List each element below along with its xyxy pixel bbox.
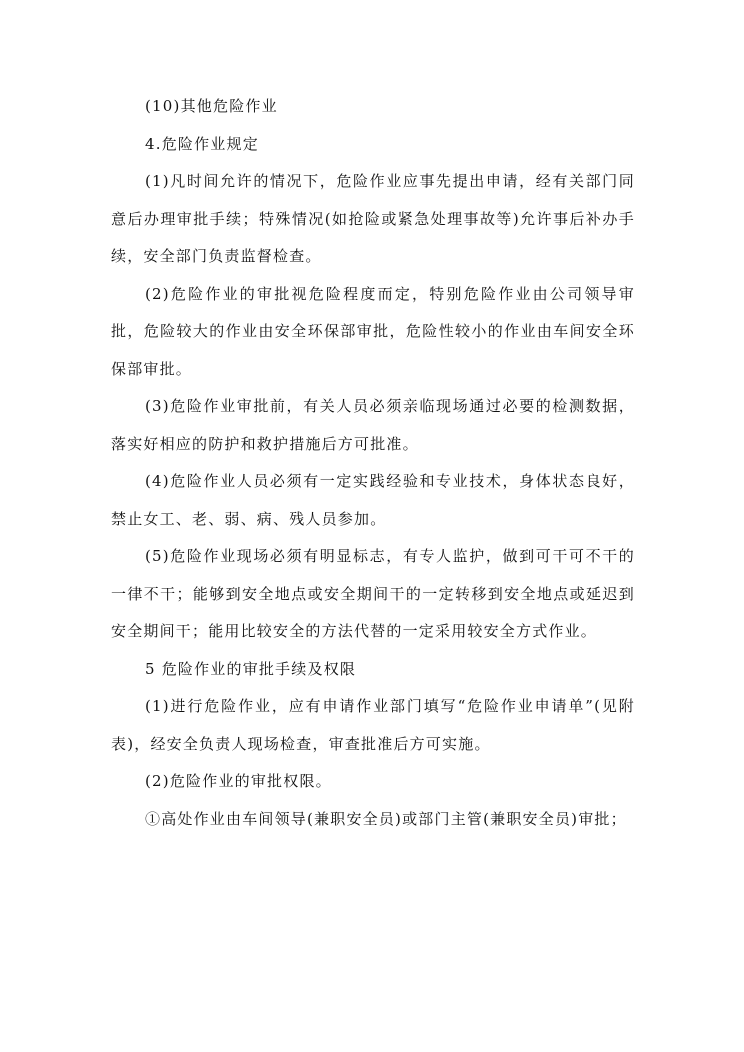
approval-item-1: ①高处作业由车间领导(兼职安全员)或部门主管(兼职安全员)审批； [145,809,627,828]
section-heading-approval-procedures: 5 危险作业的审批手续及权限 [145,659,357,678]
rule-paragraph-3: (3)危险作业审批前，有关人员必须亲临现场通过必要的检测数据，落实好相应的防护和救护措施后方可批准。 [111,397,635,453]
rule-paragraph-1: (1)凡时间允许的情况下，危险作业应事先提出申请，经有关部门同意后办理审批手续；特殊情况(如抢险或紧急处理事故等)允许事后补办手续，安全部门负责监督检查。 [111,172,635,265]
section-heading-hazardous-work-rules: 4.危险作业规定 [145,134,259,153]
list-item-other-hazardous-work: (10)其他危险作业 [145,97,278,115]
rule-paragraph-5: (5)危险作业现场必须有明显标志，有专人监护，做到可干可不干的一律不干；能够到安全地点或安全期间干的一定转移到安全地点或延迟到安全期间干；能用比较安全的方法代替的一定采用较安全方式作业。 [111,547,635,640]
rule-paragraph-2: (2)危险作业的审批视危险程度而定，特别危险作业由公司领导审批，危险较大的作业由安全环保部审批，危险性较小的作业由车间安全环保部审批。 [111,284,635,378]
procedure-paragraph-1: (1)进行危险作业，应有申请作业部门填写“危险作业申请单”(见附表)，经安全负责人现场检查，审查批准后方可实施。 [111,697,635,753]
document-body [111,88,635,838]
procedure-paragraph-2: (2)危险作业的审批权限。 [145,772,332,790]
rule-paragraph-4: (4)危险作业人员必须有一定实践经验和专业技术，身体状态良好，禁止女工、老、弱、病、残人员参加。 [111,472,635,528]
